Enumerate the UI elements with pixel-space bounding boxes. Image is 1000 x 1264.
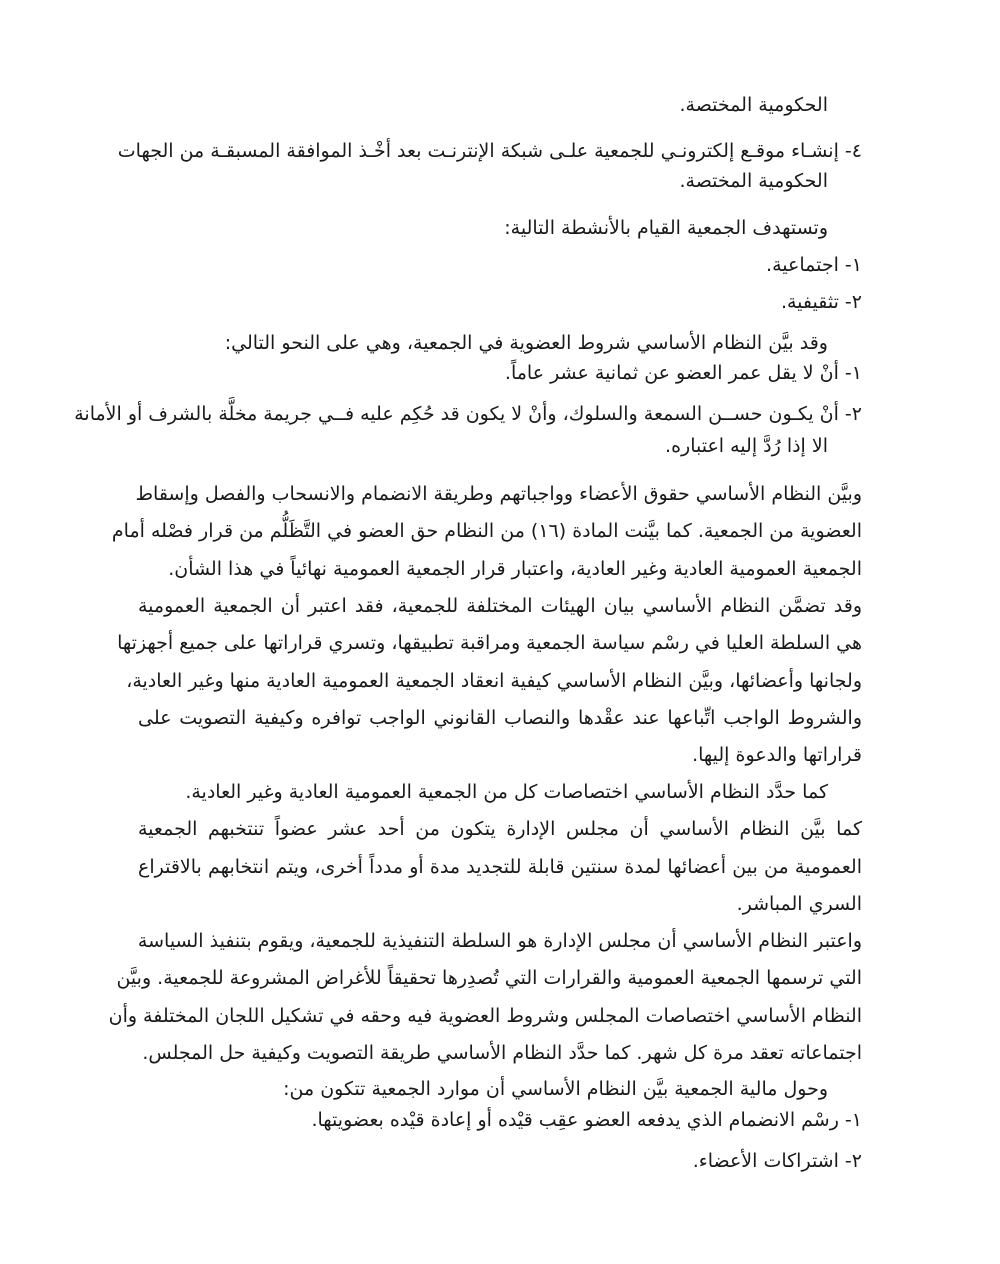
text-line: العضوية من الجمعية. كما بيَّنت المادة (١٦) من النظام حق العضو في التَّظَلُّم من قرار فصْله أمام [111,520,862,542]
text-line: وحول مالية الجمعية بيَّن النظام الأساسي أن موارد الجمعية تتكون من: [283,1078,828,1100]
text-line: السري المباشر. [736,893,862,915]
text-line: الحكومية المختصة. [679,170,828,192]
text-line: كما بيَّن النظام الأساسي أن مجلس الإدارة يتكون من أحد عشر عضواً تنتخبهم الجمعية [138,818,862,840]
text-line: التي ترسمها الجمعية العمومية والقرارات التي تُصدِرها تحقيقاً للأغراض المشروعة للجمعية. وبيَّن [116,967,862,989]
text-line: الحكومية المختصة. [679,94,828,116]
text-line: وتستهدف الجمعية القيام بالأنشطة التالية: [504,217,828,239]
text-line: ٢- اشتراكات الأعضاء. [692,1150,862,1172]
text-line: النظام الأساسي اختصاصات المجلس وشروط العضوية فيه وحقه في تشكيل اللجان المختلفة وأن [108,1005,862,1027]
text-line: قراراتها والدعوة إليها. [692,744,862,766]
text-line: ٤- إنشـاء موقـع إلكترونـي للجمعية علـى شبكة الإنترنـت بعد أخْـذ الموافقة المسبقـة من الجهات [117,140,862,162]
text-line: ٢- أنْ يكـون حســن السمعة والسلوك، وأنْ لا يكون قد حُكِم عليه فــي جريمة مخلَّة بالشرف أو الأمانة [74,403,862,425]
text-line: ١- رسْم الانضمام الذي يدفعه العضو عقِب قيْده أو إعادة قيْده بعضويتها. [311,1109,862,1131]
text-line: ١- أنْ لا يقل عمر العضو عن ثمانية عشر عاماً. [504,362,862,384]
text-line: واعتبر النظام الأساسي أن مجلس الإدارة هو السلطة التنفيذية للجمعية، ويقوم بتنفيذ السياسة [137,930,862,952]
text-line: الجمعية العمومية العادية وغير العادية، واعتبار قرار الجمعية العمومية نهائياً في هذا الشأن. [168,558,862,580]
text-line: وقد بيَّن النظام الأساسي شروط العضوية في الجمعية، وهي على النحو التالي: [224,332,828,354]
text-line: اجتماعاته تعقد مرة كل شهر. كما حدَّد النظام الأساسي طريقة التصويت وكيفية حل المجلس. [142,1042,862,1064]
text-line: والشروط الواجب اتِّباعها عند عقْدها والنصاب القانوني الواجب توافره وكيفية التصويت على [138,707,862,729]
text-line: وبيَّن النظام الأساسي حقوق الأعضاء وواجباتهم وطريقة الانضمام والانسحاب والفصل وإسقاط [135,483,862,505]
text-line: كما حدَّد النظام الأساسي اختصاصات كل من الجمعية العمومية العادية وغير العادية. [185,781,828,803]
text-line: هي السلطة العليا في رسْم سياسة الجمعية ومراقبة تطبيقها، وتسري قراراتها على جميع أجهزتها [117,632,862,654]
text-line: الا إذا رُدَّ إليه اعتباره. [665,435,828,457]
text-line: وقد تضمَّن النظام الأساسي بيان الهيئات المختلفة للجمعية، فقد اعتبر أن الجمعية العمومية [138,595,862,617]
text-line: العمومية من بين أعضائها لمدة سنتين قابلة للتجديد مدة أو مدداً أخرى، ويتم انتخابهم بالاقتراع [138,856,862,878]
text-line: ٢- تثقيفية. [780,291,862,313]
text-line: ولجانها وأعضائها، وبيَّن النظام الأساسي كيفية انعقاد الجمعية العمومية العادية منها وغير العادية، [126,670,862,692]
text-line: ١- اجتماعية. [766,254,862,276]
